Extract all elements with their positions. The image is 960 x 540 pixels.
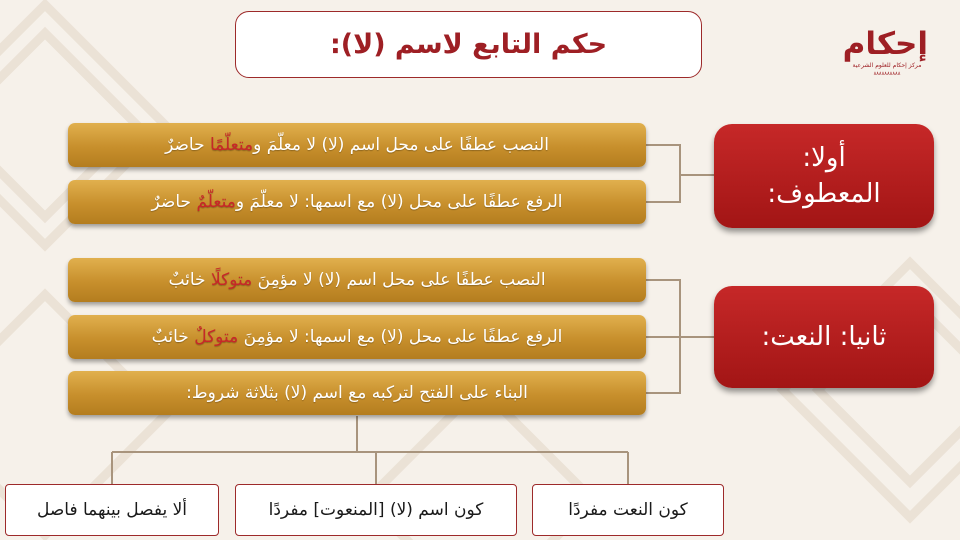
rule-text [152, 327, 563, 347]
rule-text-part: حاضرٌ [151, 192, 197, 212]
logo-contact: ٨٨٨٨٨٨٨٨٨٨ [873, 71, 901, 77]
section-label-line1: أولا: [802, 143, 846, 173]
rule-text-part: الرفع عطفًا على محل (لا) مع اسمها: لا معلّمَ و [235, 192, 563, 212]
condition-box-single-ism: كون اسم (لا) [المنعوت] مفردًا [235, 484, 517, 536]
section-label-naat [714, 286, 934, 388]
rule-text [152, 192, 563, 212]
rule-text-part: النصب عطفًا على محل اسم (لا) لا معلّمَ و [253, 135, 549, 155]
logo-subtitle: مركز إحكام للعلوم الشرعية [852, 62, 922, 69]
rule-box-nasb-naat [68, 258, 646, 302]
rule-text [168, 270, 545, 290]
rule-text-part: خائبٌ [168, 270, 211, 290]
rule-box-binaa-naat [68, 371, 646, 415]
rule-text-part: حاضرٌ [165, 135, 210, 155]
rule-box-nasb-maatoof [68, 123, 646, 167]
rule-highlight: متوكلٌ [194, 327, 239, 347]
section-label-maatoof [714, 124, 934, 228]
rule-highlight: متعلّمًا [210, 135, 254, 155]
logo-mark: إحكام [842, 26, 928, 62]
rule-text: البناء على الفتح لتركبه مع اسم (لا) بثلاثة شروط: [186, 383, 528, 403]
logo [842, 22, 928, 94]
rule-text-part: الرفع عطفًا على محل (لا) مع اسمها: لا مؤمِنَ [238, 327, 563, 347]
page-title: حكم التابع لاسم (لا): [235, 11, 702, 78]
rule-box-raf-naat [68, 315, 646, 359]
rule-highlight: متوكلًا [210, 270, 253, 290]
section-label-text: ثانيا: النعت: [761, 322, 887, 352]
rule-box-raf-maatoof [68, 180, 646, 224]
section-label-line2: المعطوف: [767, 179, 881, 209]
condition-box-no-separator: ألا يفصل بينهما فاصل [5, 484, 219, 536]
section-label-text [767, 140, 880, 212]
rule-text-part: خائبٌ [151, 327, 195, 347]
condition-box-single-naat: كون النعت مفردًا [532, 484, 724, 536]
rule-text-part: النصب عطفًا على محل اسم (لا) لا مؤمِنَ [252, 270, 546, 290]
rule-text [165, 135, 549, 155]
rule-highlight: متعلّمٌ [196, 192, 236, 212]
